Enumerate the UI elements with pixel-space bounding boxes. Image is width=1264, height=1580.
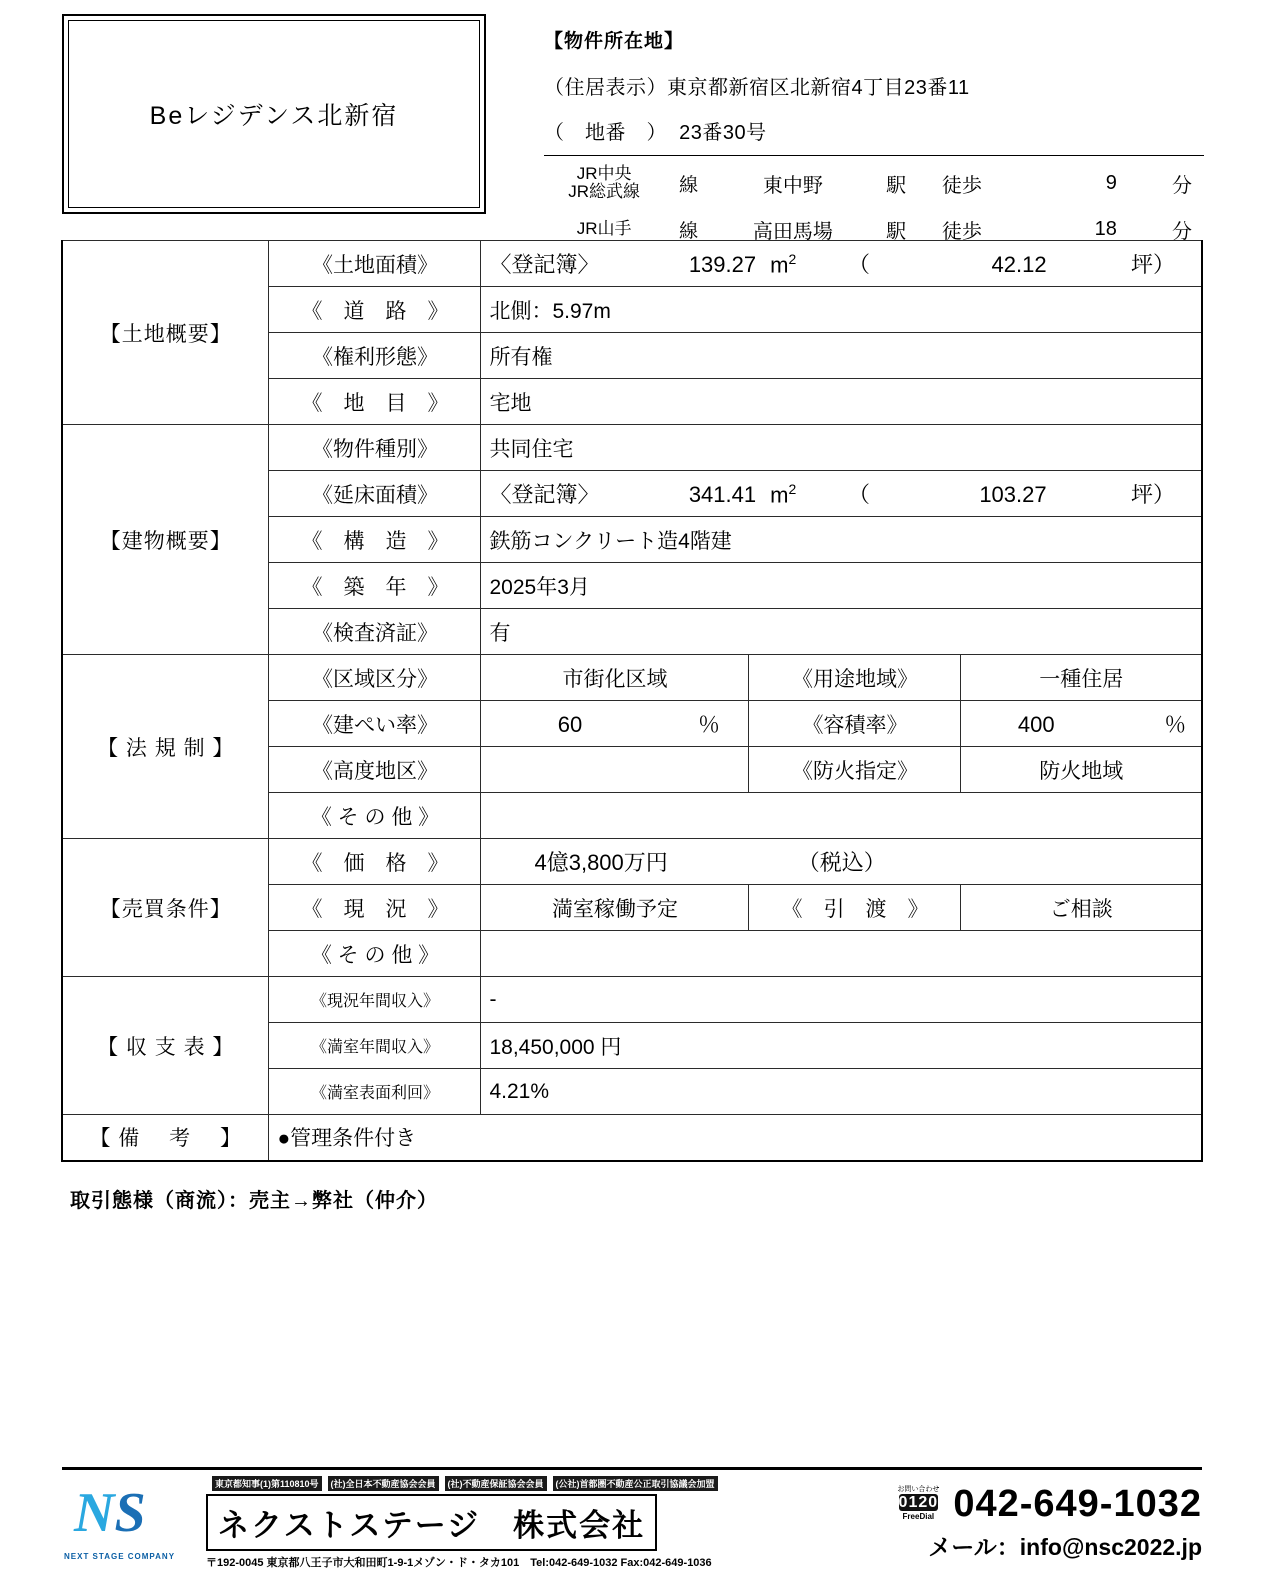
- station-line-name: [544, 165, 664, 201]
- sale-other-label: 《 そ の 他 》: [269, 931, 481, 977]
- current-status-label: 《 現 況 》: [269, 885, 481, 931]
- station-row: [544, 206, 1204, 252]
- bcr-unit: ％: [697, 712, 720, 737]
- logo-tagline: NEXT STAGE COMPANY: [64, 1552, 176, 1561]
- property-detail-table: [61, 240, 1203, 1162]
- company-address: 〒192-0045 東京都八王子市大和田町1-9-1メゾン・ド・タカ101 Tel:042-649-1032 Fax:042-649-1036: [206, 1557, 712, 1569]
- association-badge-1: (社)全日本不動産協会会員: [328, 1476, 439, 1491]
- address-block: [544, 26, 1204, 252]
- current-income-value: -: [481, 977, 1202, 1023]
- rights-value: 所有権: [481, 333, 1202, 379]
- location-label: 【物件所在地】: [544, 31, 685, 52]
- association-badge-3: (公社)首都圏不動産公正取引協議会加盟: [553, 1476, 718, 1491]
- land-category-label: 《 地 目 》: [269, 379, 481, 425]
- land-area-unit: $m^2$: [770, 250, 797, 277]
- build-year-value: 2025年3月: [481, 563, 1202, 609]
- station-sen-1: 線: [679, 220, 699, 242]
- regulation-other-label: 《 そ の 他 》: [269, 793, 481, 839]
- zone-division-label: 《区域区分》: [269, 655, 481, 701]
- price-label: 《 価 格 》: [269, 839, 481, 885]
- association-badges: [206, 1476, 832, 1491]
- property-name-inner: [68, 20, 480, 208]
- station-line-name-1b: JR山手: [576, 219, 632, 239]
- land-area-paren: （: [847, 252, 870, 277]
- association-badge-0: 東京都知事(1)第110810号: [212, 1476, 322, 1491]
- zone-division-value: 市街化区域: [481, 655, 749, 701]
- email-address[interactable]: メール：info@nsc2022.jp: [928, 1533, 1202, 1560]
- station-sen-0: 線: [679, 174, 699, 196]
- property-name: Beレジデンス北新宿: [149, 102, 399, 130]
- logo-mark-icon: NS: [74, 1482, 146, 1544]
- station-eki-1: 駅: [886, 220, 907, 243]
- yield-value: 4.21%: [481, 1069, 1202, 1115]
- address-display-label: （住居表示）: [544, 77, 667, 99]
- floor-area-tsubo: 103.27: [979, 482, 1047, 507]
- land-category-value: 宅地: [481, 379, 1202, 425]
- transaction-type-note: 取引態様（商流）：売主→弊社（仲介）: [70, 1189, 438, 1212]
- current-status-value: 満室稼働予定: [481, 885, 749, 931]
- delivery-value: ご相談: [961, 885, 1202, 931]
- floor-area-ratio-value: [961, 701, 1202, 747]
- land-area-tsubo: 42.12: [991, 252, 1047, 277]
- structure-value: 鉄筋コンクリート造4階建: [481, 517, 1202, 563]
- section-sale: 【売買条件】: [62, 839, 269, 977]
- lot-number-value: 23番30号: [679, 122, 767, 144]
- bcr-number: 60: [557, 712, 583, 737]
- height-district-value: [481, 747, 749, 793]
- association-badge-2: (社)不動産保証協会会員: [445, 1476, 547, 1491]
- price-amount: 4億3,800万円: [534, 850, 668, 875]
- company-name-box: [206, 1494, 657, 1551]
- company-logo: [62, 1483, 202, 1563]
- telephone-row: [832, 1482, 1202, 1525]
- station-line-name-b: [544, 220, 664, 238]
- floor-area-label: 《延床面積》: [269, 471, 481, 517]
- height-district-label: 《高度地区》: [269, 747, 481, 793]
- rights-label: 《権利形態》: [269, 333, 481, 379]
- station-minutes-unit-0: 分: [1171, 174, 1192, 197]
- station-line-name-2: JR総武線: [568, 182, 640, 201]
- price-tax-note: （税込）: [797, 850, 886, 875]
- station-walk-0: 徒歩: [941, 174, 982, 197]
- far-unit: ％: [1164, 712, 1187, 737]
- remarks-value: ●管理条件付き: [269, 1115, 1202, 1161]
- section-income: 【 収 支 表 】: [62, 977, 269, 1115]
- delivery-label: 《 引 渡 》: [749, 885, 961, 931]
- station-row: [544, 160, 1204, 206]
- table-row: [62, 1115, 1202, 1161]
- full-income-value: 18,450,000 円: [481, 1023, 1202, 1069]
- telephone-number[interactable]: 042-649-1032: [953, 1482, 1202, 1525]
- station-eki-0: 駅: [886, 174, 907, 197]
- address-display-row: [544, 71, 1204, 100]
- use-district-value: 一種住居: [961, 655, 1202, 701]
- floor-area-paren: （: [847, 482, 870, 507]
- land-area-register: 〈登記簿〉: [489, 252, 600, 277]
- floor-area-m2: 341.41: [688, 482, 757, 507]
- section-remarks: 【 備 考 】: [62, 1115, 269, 1161]
- station-line-name-1: JR中央: [576, 164, 632, 184]
- freedial-icon: [889, 1486, 947, 1521]
- far-number: 400: [1017, 712, 1055, 737]
- structure-label: 《 構 造 》: [269, 517, 481, 563]
- contact-block: [832, 1482, 1202, 1562]
- building-type-value: 共同住宅: [481, 425, 1202, 471]
- station-name-0: 東中野: [762, 174, 823, 197]
- station-name-1: 高田馬場: [752, 220, 833, 243]
- section-building: 【建物概要】: [62, 425, 269, 655]
- full-income-label: 《満室年間収入》: [269, 1023, 481, 1069]
- lot-number-label: （ 地番 ）: [544, 122, 667, 144]
- price-value: [481, 839, 1202, 885]
- freedial-label: FreeDial: [902, 1511, 935, 1521]
- road-value: 北側：5.97m: [481, 287, 1202, 333]
- current-income-label: 《現況年間収入》: [269, 977, 481, 1023]
- building-coverage-value: [481, 701, 749, 747]
- regulation-other-value: [481, 793, 1202, 839]
- table-row: [62, 977, 1202, 1023]
- station-minutes-unit-1: 分: [1171, 220, 1192, 243]
- floor-area-register: 〈登記簿〉: [489, 482, 600, 507]
- inspection-cert-label: 《検査済証》: [269, 609, 481, 655]
- freedial-zero: 0120: [898, 1493, 939, 1511]
- inspection-cert-value: 有: [481, 609, 1202, 655]
- fire-zone-value: 防火地域: [961, 747, 1202, 793]
- company-footer: [62, 1467, 1202, 1570]
- section-regulation: 【 法 規 制 】: [62, 655, 269, 839]
- yield-label: 《満室表面利回》: [269, 1069, 481, 1115]
- section-land: 【土地概要】: [62, 241, 269, 425]
- station-minutes-1: 18: [1094, 217, 1117, 240]
- contact-tag: お問い合わせ: [897, 1486, 940, 1494]
- land-area-m2: 139.27: [688, 252, 757, 277]
- address-display-value: 東京都新宿区北新宿4丁目23番11: [667, 77, 970, 99]
- floor-area-unit: $m^2$: [770, 480, 797, 507]
- land-area-label: 《土地面積》: [269, 241, 481, 287]
- station-walk-1: 徒歩: [941, 220, 982, 243]
- table-row: [62, 655, 1202, 701]
- table-row: [62, 425, 1202, 471]
- property-name-box: [62, 14, 486, 214]
- station-access-table: [544, 155, 1204, 252]
- road-label: 《 道 路 》: [269, 287, 481, 333]
- company-name: ネクストステージ 株式会社: [218, 1508, 646, 1543]
- document-header: [0, 0, 1264, 243]
- build-year-label: 《 築 年 》: [269, 563, 481, 609]
- use-district-label: 《用途地域》: [749, 655, 961, 701]
- station-minutes-0: 9: [1105, 171, 1117, 194]
- company-block: [202, 1476, 832, 1570]
- lot-number-row: [544, 116, 1204, 145]
- fire-zone-label: 《防火指定》: [749, 747, 961, 793]
- building-coverage-label: 《建ぺい率》: [269, 701, 481, 747]
- floor-area-ratio-label: 《容積率》: [749, 701, 961, 747]
- building-type-label: 《物件種別》: [269, 425, 481, 471]
- floor-area-tsubo-unit: 坪）: [1130, 482, 1175, 507]
- table-row: [62, 839, 1202, 885]
- land-area-tsubo-unit: 坪）: [1130, 252, 1175, 277]
- sale-other-value: [481, 931, 1202, 977]
- floor-area-value: [481, 471, 1202, 517]
